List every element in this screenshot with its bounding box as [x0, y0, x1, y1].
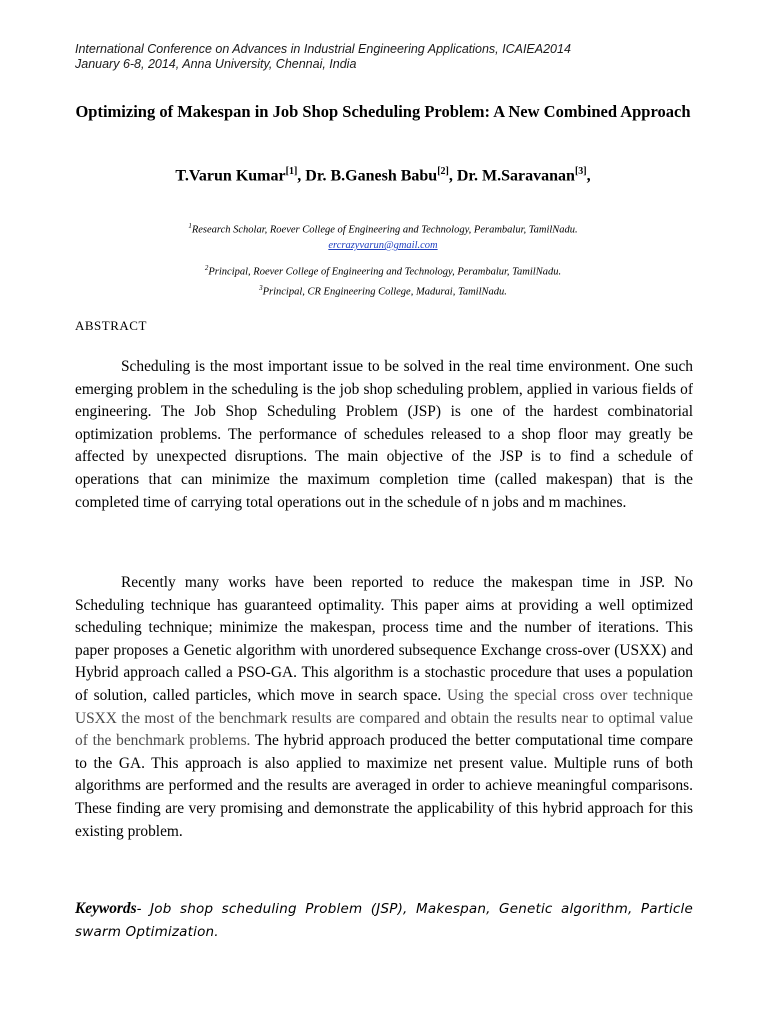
keywords: [75, 898, 693, 943]
highlighted-sentence: Using the special cross over technique USXX the most of the benchmark results are compared and obtain the results near to optimal value of the benchmark problems.: [75, 686, 693, 750]
abstract-heading: ABSTRACT: [75, 318, 147, 333]
author-name: Dr. M.Saravanan: [456, 167, 575, 185]
author-list: T.Varun Kumar[1], Dr. B.Ganesh Babu[2], Dr. M.Saravanan[3],: [175, 166, 591, 185]
keywords-text: - Job shop scheduling Problem (JSP), Makespan, Genetic algorithm, Particle swarm Optimization.: [75, 901, 693, 940]
paper-title: Optimizing of Makespan in Job Shop Scheduling Problem: A New Combined Approach: [75, 102, 691, 121]
email-link[interactable]: ercrazyvarun@gmail.com: [328, 240, 438, 251]
author-mark: [1]: [285, 166, 298, 177]
affiliation-1: $^1$Research Scholar, Roever College of Engineering and Technology, Perambalur, TamilNadu.: [188, 222, 578, 236]
abstract-paragraph-1: Scheduling is the most important issue to be solved in the real time environment. One such emerging problem in the scheduling is the job shop scheduling problem, applied in various fields of engineering. The Job Shop Scheduling Problem (JSP) is one of the hardest combinatorial optimization problems. The performance of schedules released to a shop floor may greatly be affected by unexpected disruptions. The main objective of the JSP is to find a schedule of operations that can minimize the maximum completion time (called makespan) that is the completed time of carrying total operations out in the schedule of n jobs and m machines.: [75, 358, 693, 511]
abstract-paragraph-2: Recently many works have been reported to reduce the makespan time in JSP. No Scheduling technique has guaranteed optimality. This paper aims at providing a well optimized scheduling technique; minimize the makespan, process time and the number of iterations. This paper proposes a Genetic algorithm with unordered subsequence Exchange cross-over (USXX) and Hybrid approach called a PSO-GA. This algorithm is a stochastic procedure that uses a population of solution, called particles, which move in search space. Using the special cross over technique USXX the most of the benchmark results are compared and obtain the results near to optimal value of the benchmark problems. The hybrid approach produced the better computational time compare to the GA. This approach is also applied to maximize net present value. Multiple runs of both algorithms are performed and the results are averaged in order to achieve meaningful comparisons. These finding are very promising and demonstrate the applicability of this hybrid approach for this existing problem.: [75, 574, 693, 840]
author-email: [75, 239, 691, 253]
author-name: Dr. B.Ganesh Babu: [305, 167, 438, 185]
affiliation-3: $^3$Principal, CR Engineering College, Madurai, TamilNadu.: [259, 284, 507, 298]
conference-date-venue: January 6-8, 2014, Anna University, Chennai, India: [75, 57, 357, 71]
author-mark: [2]: [437, 166, 449, 177]
author-name: T.Varun Kumar: [175, 167, 286, 185]
conference-header: [75, 42, 715, 72]
keywords-label: Keywords: [75, 900, 137, 917]
affiliation-2: $^2$Principal, Roever College of Engineering and Technology, Perambalur, TamilNadu.: [204, 264, 562, 278]
conference-name: International Conference on Advances in Industrial Engineering Applications, ICAIEA2014: [75, 42, 571, 56]
author-mark: [3]: [574, 166, 587, 177]
